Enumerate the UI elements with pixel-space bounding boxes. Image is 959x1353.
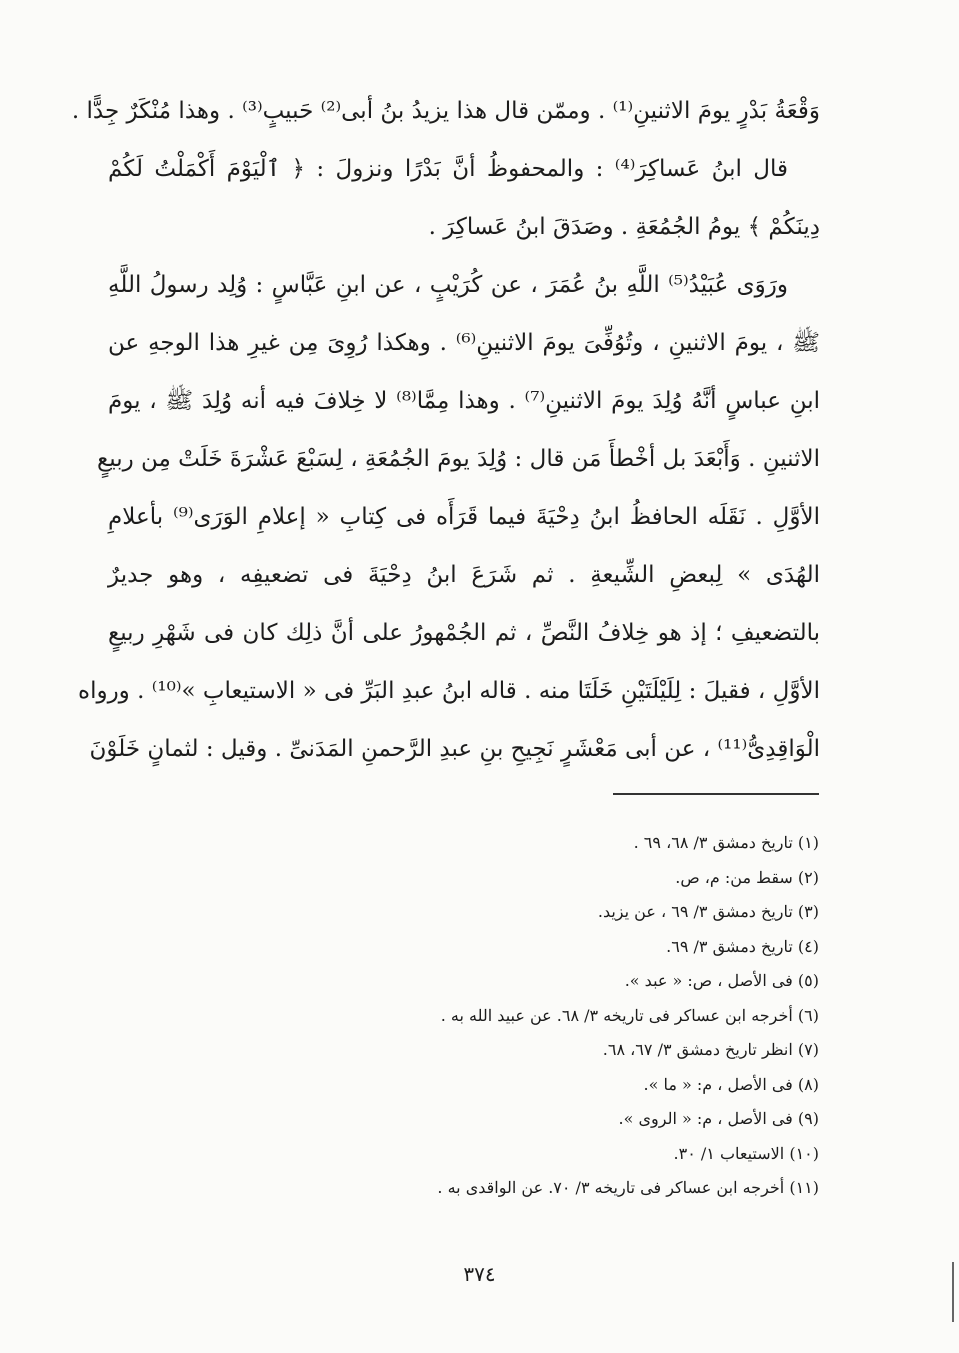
- footnote-6: (٦) أخرجه ابن عساكر فى تاريخه ٣/ ٦٨. عن عبيد الله به .: [440, 1005, 819, 1025]
- text-line-11: الأوَّلِ ، فقيلَ : لِلَيْلَتَيْنِ خَلَتَا منه . قاله ابنُ عبدِ البَرِّ فى « الاستيعابِ »⁽¹⁰⁾ . ورواه: [78, 678, 820, 704]
- text-line-4: ورَوَى عُبَيْدُ⁽⁵⁾ اللَّهِ بنُ عُمَرَ ، عن كُرَيْبٍ ، عن ابنِ عَبَّاسٍ : وُلِد رسولُ اللَّهِ: [108, 272, 789, 298]
- text-line-3: دِينَكُمْ ﴾ يومُ الجُمُعَةِ . وصَدَقَ ابنُ عَساكِرَ .: [428, 214, 820, 240]
- footnote-4: (٤) تاريخ دمشق ٣/ ٦٩.: [666, 936, 819, 956]
- text-line-2: قال ابنُ عَساكِرَ⁽⁴⁾ : والمحفوظُ أنَّ بَدْرًا ونزولَ : ﴿ ٱلْيَوْمَ أَكْمَلْتُ لَكُمْ: [108, 156, 788, 182]
- footnote-3: (٣) تاريخ دمشق ٣/ ٦٩ ، عن يزيد.: [597, 902, 819, 921]
- footnote-11: (١١) أخرجه ابن عساكر فى تاريخه ٣/ ٧٠. عن الواقدى به .: [437, 1178, 819, 1197]
- footnote-separator: [613, 793, 819, 795]
- page-edge-mark: [952, 1262, 954, 1322]
- text-line-12: الْوَاقِدِىُّ⁽¹¹⁾ ، عن أبى مَعْشَرٍ نَجِيحِ بنِ عبدِ الرَّحمنِ المَدَنىِّ . وقيل : لثمانٍ خَلَوْنَ: [89, 736, 820, 762]
- footnote-8: (٨) فى الأصل ، م: « ما ».: [643, 1074, 819, 1094]
- text-line-6: ابنِ عباسٍ أنَّهُ وُلِدَ يومَ الاثنينِ⁽⁷⁾ . وهذا مِمَّا⁽⁸⁾ لا خِلافَ فيه أنه وُلِدَ ﷺ ، يومَ: [108, 388, 820, 414]
- footnote-9: (٩) فى الأصل ، م: « الروى ».: [618, 1109, 819, 1128]
- footnote-5: (٥) فى الأصل ، ص: « عبد ».: [624, 971, 819, 990]
- text-line-9: الهُدَى » لِبعضِ الشِّيعةِ . ثم شَرَعَ ابنُ دِحْيَةَ فى تضعيفِه ، وهو جديرٌ: [108, 562, 820, 588]
- text-line-1: وَقْعَةُ بَدْرٍ يومَ الاثنينِ⁽¹⁾ . وممّن قال هذا يزيدُ بنُ أبى⁽²⁾ حَبيبٍ⁽³⁾ . وهذا مُنْكَرٌ جِدًّا .: [71, 98, 820, 124]
- footnote-7: (٧) انظر تاريخ دمشق ٣/ ٦٧، ٦٨.: [602, 1040, 819, 1059]
- footnote-1: (١) تاريخ دمشق ٣/ ٦٨، ٦٩ .: [633, 833, 819, 852]
- text-line-10: بالتضعيفِ ؛ إذ هو خِلافُ النَّصِّ ، ثم الجُمْهورُ على أنَّ ذلِك كان فى شَهْرِ ربيعٍ: [108, 620, 820, 646]
- text-line-7: الاثنينِ . وَأَبْعَدَ بل أخْطأَ مَن قال : وُلِدَ يومَ الجُمُعَةِ ، لِسَبْعَ عَشْرَةَ خَلَتْ مِن ربيعٍ: [97, 446, 820, 472]
- text-line-5: ﷺ ، يومَ الاثنينِ ، وتُوُفِّىَ يومَ الاثنينِ⁽⁶⁾ . وهكذا رُوِىَ مِن غيرِ هذا الوجهِ عن: [108, 330, 820, 356]
- footnote-10: (١٠) الاستيعاب ١/ ٣٠.: [673, 1143, 819, 1163]
- text-line-8: الأوَّلِ . نَقَلَه الحافظُ ابنُ دِحْيَةَ فيما قَرَأَه فى كِتابِ « إعلامِ الوَرَى⁽⁹⁾ بأعلامِ: [108, 504, 820, 530]
- page-number: ٣٧٤: [463, 1262, 496, 1286]
- footnotes: [219, 826, 819, 1206]
- footnote-2: (٢) سقط من: م، ص.: [675, 867, 819, 887]
- main-text: [71, 82, 820, 778]
